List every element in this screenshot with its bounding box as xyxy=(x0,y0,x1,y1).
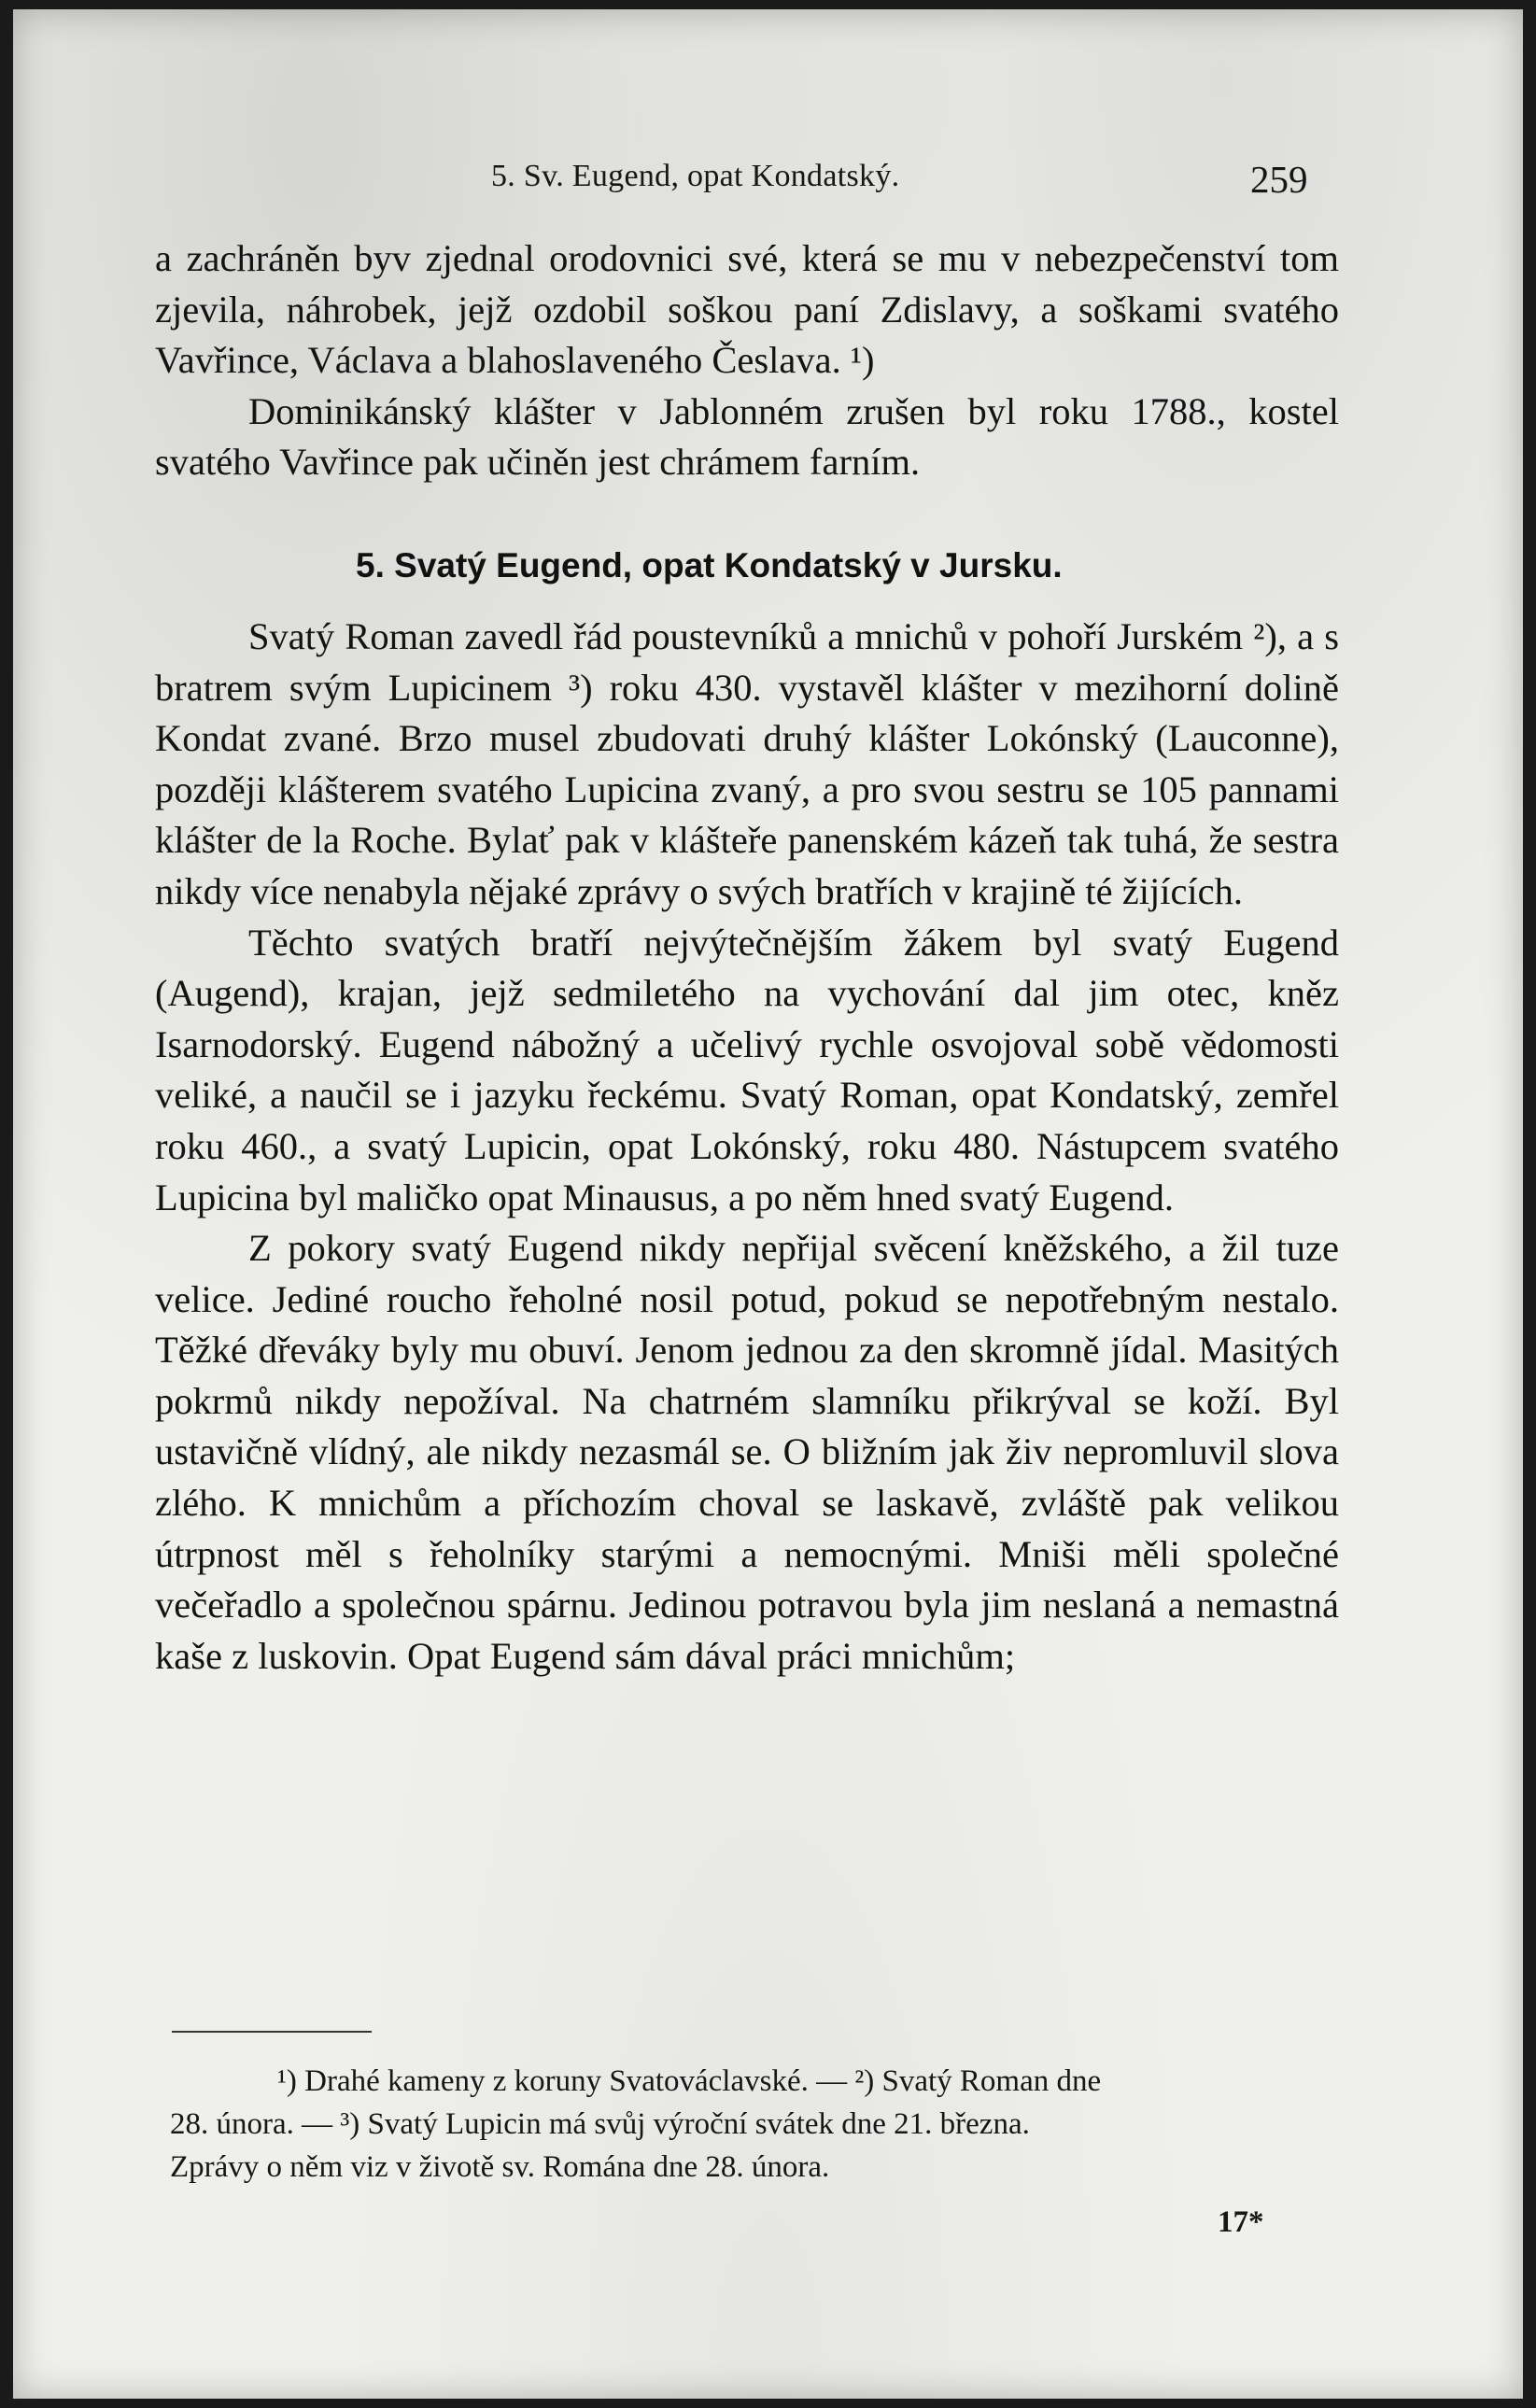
footnote-line: Zprávy o něm viz v životě sv. Romána dne 28. února. xyxy=(170,2150,830,2184)
paragraph-humility: Z pokory svatý Eugend nikdy nepřijal svěcení kněžského, a žil tuze velice. Jediné roucho řeholné nosil potud, pokud se nepotřebným nestalo. Těžké dřeváky byly mu obuví. Jenom jednou za den skromně jídal. Masitých pokrmů nikdy nepožíval. Na chatrném slamníku přikrýval se koží. Byl ustavičně vlídný, ale nikdy nezasmál se. O bližním jak živ nepromluvil slova zlého. K mnichům a příchozím choval se laskavě, zvláště pak velikou útrpnost měl s řeholníky starými a nemocnými. Mniši měli společné večeřadlo a společnou spárnu. Jedinou potravou byla jim neslaná a nemastná kaše z luskovin. Opat Eugend sám dával práci mnichům; xyxy=(155,1227,1339,1677)
footnote-line: 28. února. — ³) Svatý Lupicin má svůj výroční svátek dne 21. března. xyxy=(170,2107,1030,2141)
footnotes xyxy=(170,2060,1339,2189)
section-title: 5. Svatý Eugend, opat Kondatský v Jursku. xyxy=(356,545,1063,584)
main-text xyxy=(155,233,1339,1682)
paragraph-roman: Svatý Roman zavedl řád poustevníků a mnichů v pohoří Jurském ²), a s bratrem svým Lupicinem ³) roku 430. vystavěl klášter v mezihorní dolině Kondat zvané. Brzo musel zbudovati druhý klášter Lokónský (Lauconne), později klášterem svatého Lupicina zvaný, a pro svou sestru se 105 pannami klášter de la Roche. Bylať pak v klášteře panenském kázeň tak tuhá, že sestra nikdy více nenabyla nějaké zprávy o svých bratřích v krajině té žijících. xyxy=(155,614,1339,912)
footnote-divider xyxy=(172,2031,372,2033)
page-header xyxy=(13,151,1523,207)
intro-paragraph: a zachráněn byv zjednal orodovnici své, která se mu v nebezpečenství tom zjevila, náhrobek, jejž ozdobil soškou paní Zdislavy, a soškami svatého Vavřince, Václava a blahoslaveného Česlava. ¹) xyxy=(155,237,1339,382)
book-page xyxy=(13,9,1523,2399)
paragraph-eugend-students: Těchto svatých bratří nejvýtečnějším žákem byl svatý Eugend (Augend), krajan, jejž sedmiletého na vychování dal jim otec, kněz Isarnodorský. Eugend nábožný a učelivý rychle osvojoval sobě vědomosti veliké, a naučil se i jazyku řeckému. Svatý Roman, opat Kondatský, zemřel roku 460., a svatý Lupicin, opat Lokónský, roku 480. Nástupcem svatého Lupicina byl maličko opat Minausus, a po něm hned svatý Eugend. xyxy=(155,921,1339,1218)
signature-mark: 17* xyxy=(1218,2205,1264,2239)
running-head: 5. Sv. Eugend, opat Kondatský. xyxy=(491,159,900,193)
page-number: 259 xyxy=(1250,158,1308,201)
footnote-line: ¹) Drahé kameny z koruny Svatováclavské. — ²) Svatý Roman dne xyxy=(277,2064,1102,2098)
dominican-paragraph: Dominikánský klášter v Jablonném zrušen byl roku 1788., kostel svatého Vavřince pak učiněn jest chrámem farním. xyxy=(155,389,1339,484)
